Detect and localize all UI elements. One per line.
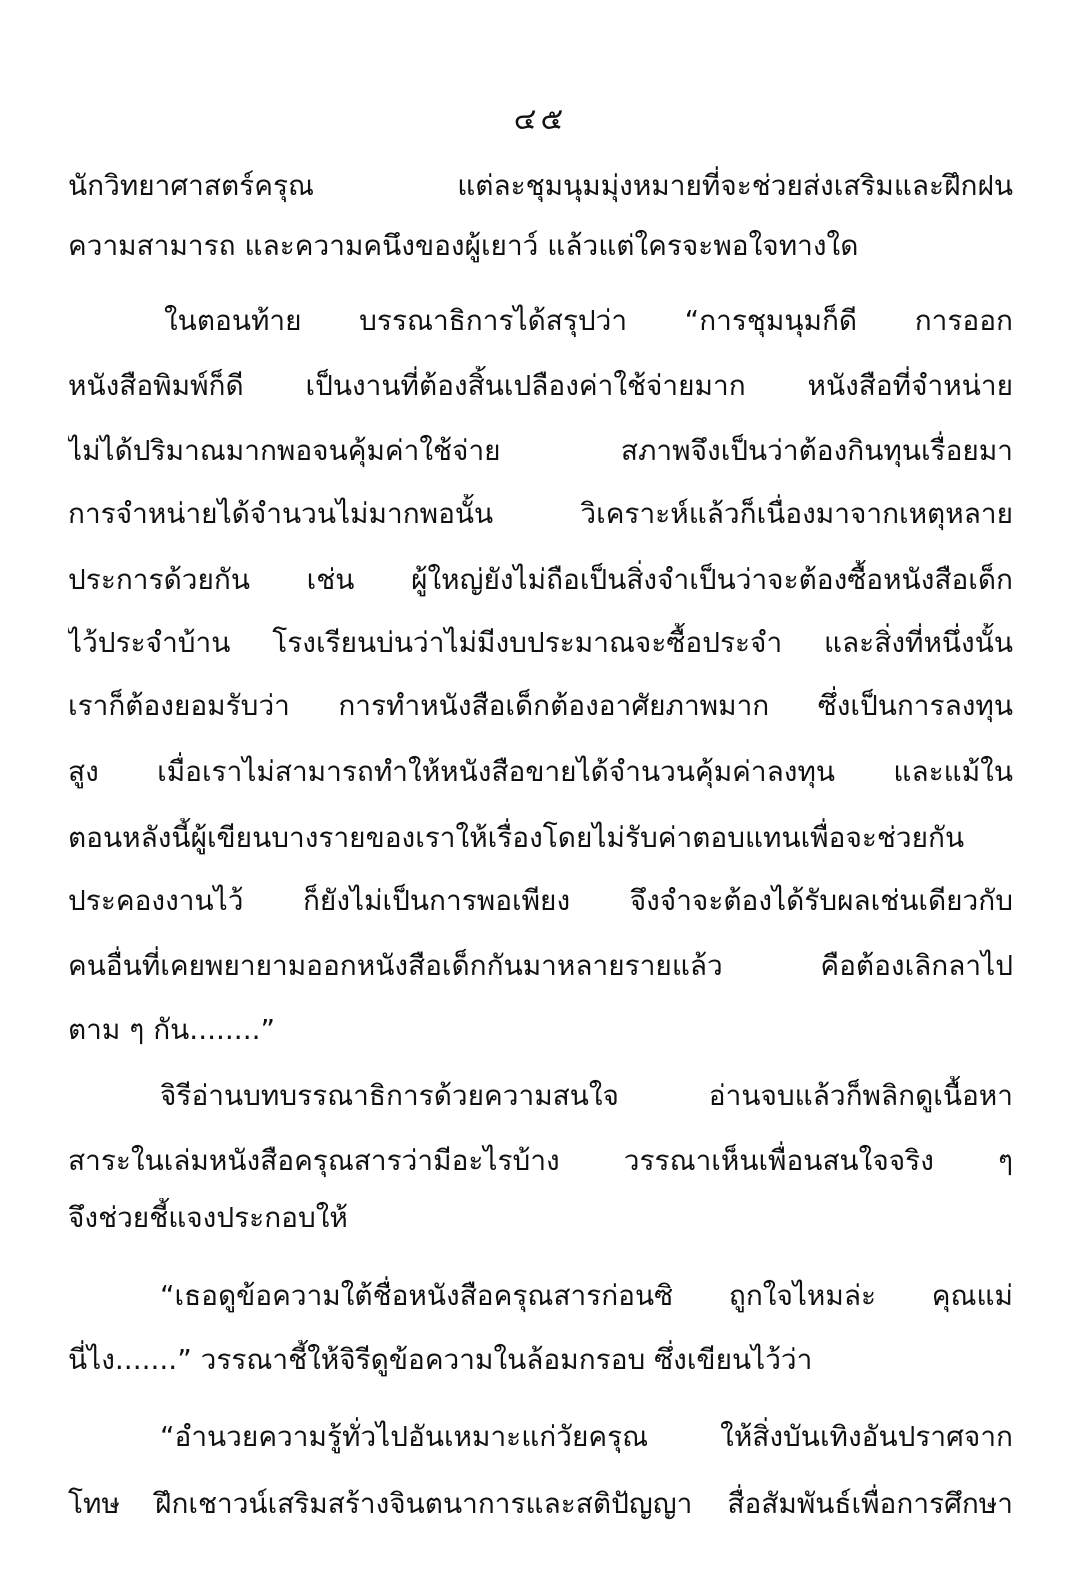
text-line: ไว้ประจำบ้าน โรงเรียนบ่นว่าไม่มีงบประมาณจะซื้อประจำ และสิ่งที่หนึ่งนั้น — [68, 626, 1013, 659]
text-line: หนังสือพิมพ์ก็ดี เป็นงานที่ต้องสิ้นเปลืองค่าใช้จ่ายมาก หนังสือที่จำหน่าย — [68, 369, 1013, 402]
text-line: “เธอดูข้อความใต้ชื่อหนังสือครุณสารก่อนซิ ถูกใจไหมล่ะ คุณแม่ — [160, 1279, 1013, 1312]
text-line: นักวิทยาศาสตร์ครุณ แต่ละชุมนุมมุ่งหมายที่จะช่วยส่งเสริมและฝึกฝน — [68, 169, 1013, 202]
text-line: จึงช่วยชี้แจงประกอบให้ — [68, 1201, 348, 1234]
text-line: ความสามารถ และความคนึงของผู้เยาว์ แล้วแต่ใครจะพอใจทางใด — [68, 229, 859, 262]
text-line: สาระในเล่มหนังสือครุณสารว่ามีอะไรบ้าง วรรณาเห็นเพื่อนสนใจจริง ๆ — [68, 1144, 1013, 1177]
text-line: โทษ ฝึกเชาวน์เสริมสร้างจินตนาการและสติปัญญา สื่อสัมพันธ์เพื่อการศึกษา — [68, 1487, 1013, 1520]
text-line: คนอื่นที่เคยพยายามออกหนังสือเด็กกันมาหลายรายแล้ว คือต้องเลิกลาไป — [68, 949, 1013, 982]
text-line: ตาม ๆ กัน........” — [68, 1013, 276, 1046]
text-line: นี่ไง.......” วรรณาชี้ให้จิรีดูข้อความในล้อมกรอบ ซึ่งเขียนไว้ว่า — [68, 1343, 813, 1376]
page-number: ๔๕ — [513, 102, 568, 137]
text-line: ประการด้วยกัน เช่น ผู้ใหญ่ยังไม่ถือเป็นสิ่งจำเป็นว่าจะต้องซื้อหนังสือเด็ก — [68, 563, 1013, 596]
text-line: ตอนหลังนี้ผู้เขียนบางรายของเราให้เรื่องโดยไม่รับค่าตอบแทนเพื่อจะช่วยกัน — [68, 821, 965, 854]
text-line: ประคองงานไว้ ก็ยังไม่เป็นการพอเพียง จึงจำจะต้องได้รับผลเช่นเดียวกับ — [68, 884, 1013, 917]
text-line: จิรีอ่านบทบรรณาธิการด้วยความสนใจ อ่านจบแล้วก็พลิกดูเนื้อหา — [160, 1079, 1013, 1112]
text-line: “อำนวยความรู้ทั่วไปอันเหมาะแก่วัยครุณ ให้สิ่งบันเทิงอันปราศจาก — [160, 1420, 1013, 1453]
text-line: ในตอนท้าย บรรณาธิการได้สรุปว่า “การชุมนุมก็ดี การออก — [164, 304, 1013, 337]
text-line: เราก็ต้องยอมรับว่า การทำหนังสือเด็กต้องอาศัยภาพมาก ซึ่งเป็นการลงทุน — [68, 689, 1013, 722]
text-line: สูง เมื่อเราไม่สามารถทำให้หนังสือขายได้จำนวนคุ้มค่าลงทุน และแม้ใน — [68, 755, 1013, 788]
text-line: การจำหน่ายได้จำนวนไม่มากพอนั้น วิเคราะห์แล้วก็เนื่องมาจากเหตุหลาย — [68, 497, 1013, 530]
text-line: ไม่ได้ปริมาณมากพอจนคุ้มค่าใช้จ่าย สภาพจึงเป็นว่าต้องกินทุนเรื่อยมา — [68, 434, 1013, 467]
